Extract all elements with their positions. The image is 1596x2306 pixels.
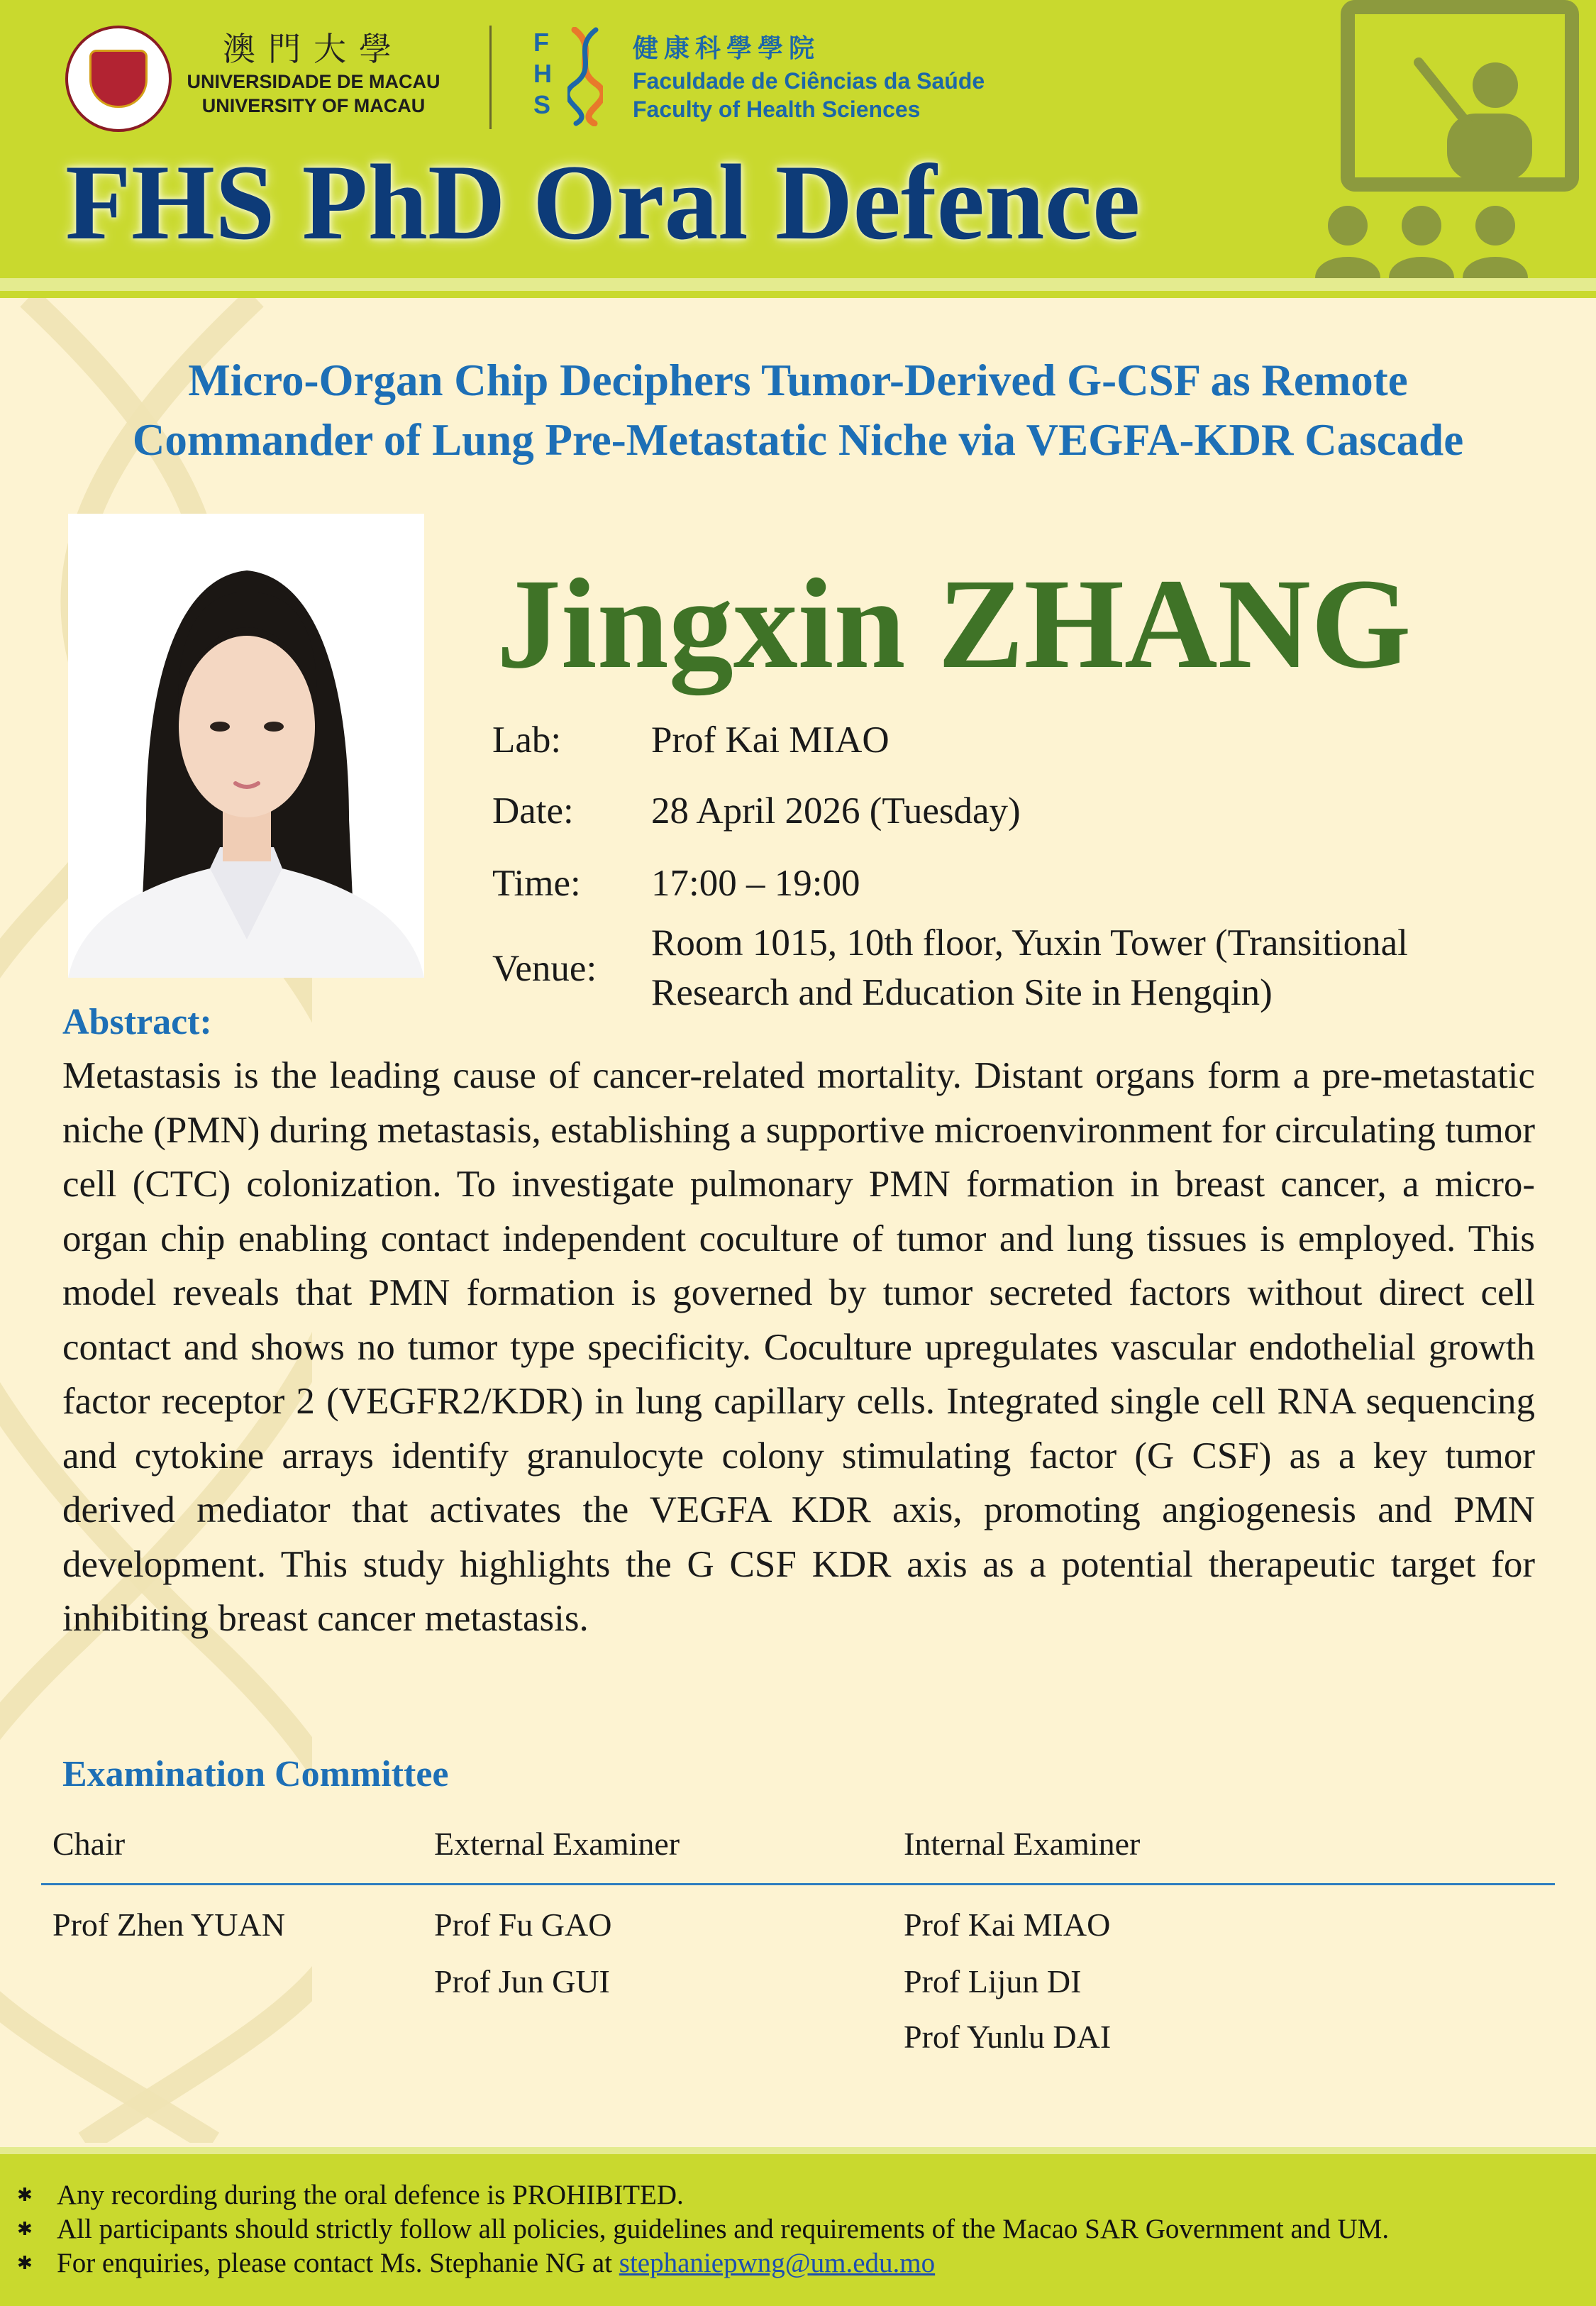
- fhs-letter-f: F: [533, 28, 549, 57]
- footer-note-text: All participants should strictly follow all policies, guidelines and requirements of the Macao SAR Government and UM.: [57, 2214, 1390, 2244]
- committee-member: Prof Jun GUI: [434, 1963, 610, 1999]
- dna-helix-icon: [567, 27, 603, 126]
- um-name-pt: UNIVERSIDADE DE MACAU: [187, 71, 440, 92]
- footer-note-enquiries: [17, 2246, 935, 2280]
- abstract-text: Metastasis is the leading cause of cancer-related mortality. Distant organs form a pre-metastatic niche (PMN) during metastasis, establishing a supportive microenvironment for circulating tumor cell (CTC) colonization. To investigate pulmonary PMN formation in breast cancer, a micro-organ chip enabling contact independent coculture of tumor and lung tissues is employed. This model reveals that PMN formation is governed by tumor secreted factors without direct cell contact and shows no tumor type specificity. Coculture upregulates vascular endothelial growth factor receptor 2 (VEGFR2/KDR) in lung capillary cells. Integrated single cell RNA sequencing and cytokine arrays identify granulocyte colony stimulating factor (G CSF) as a key tumor derived mediator that activates the VEGFA KDR axis, promoting angiogenesis and PMN development. This study highlights the G CSF KDR axis as a potential therapeutic target for inhibiting breast cancer metastasis.: [62, 1055, 1535, 1639]
- bullet-icon: ✱: [17, 2185, 33, 2206]
- um-name-block: [186, 28, 441, 118]
- thesis-title-line-2: Commander of Lung Pre-Metastatic Niche via VEGFA-KDR Cascade: [132, 415, 1464, 465]
- time-label: Time:: [492, 863, 581, 904]
- committee-member: Prof Kai MIAO: [904, 1907, 1111, 1943]
- venue-value-line-2: Research and Education Site in Hengqin): [651, 972, 1273, 1013]
- date-value: 28 April 2026 (Tuesday): [651, 790, 1021, 832]
- committee-heading: Examination Committee: [62, 1754, 449, 1794]
- fhs-name-en: Faculty of Health Sciences: [633, 96, 921, 122]
- university-of-macau-crest-icon: [65, 26, 172, 132]
- committee-column-chair: Chair: [52, 1826, 126, 1862]
- lab-value: Prof Kai MIAO: [651, 719, 890, 761]
- bullet-icon: ✱: [17, 2253, 33, 2274]
- student-portrait-photo: [68, 514, 424, 978]
- committee-member: Prof Lijun DI: [904, 1963, 1082, 1999]
- header-stripe: [0, 278, 1596, 291]
- header-stripe-bottom: [0, 291, 1596, 298]
- committee-member: Prof Zhen YUAN: [52, 1907, 285, 1943]
- fhs-name-zh: 健康科學學院: [633, 34, 821, 63]
- fhs-logo: [533, 27, 611, 126]
- footer-banner: [0, 2154, 1596, 2306]
- footer-enquiry-text: For enquiries, please contact Ms. Stephanie NG at: [57, 2248, 619, 2278]
- fhs-name-pt: Faculdade de Ciências da Saúde: [633, 68, 985, 94]
- committee-column-external: External Examiner: [434, 1826, 680, 1862]
- committee-column-internal: Internal Examiner: [904, 1826, 1141, 1862]
- student-name: Jingxin ZHANG: [497, 553, 1412, 695]
- header-banner: [0, 0, 1596, 278]
- venue-value-line-1: Room 1015, 10th floor, Yuxin Tower (Transitional: [651, 922, 1408, 964]
- footer-stripe: [0, 2147, 1596, 2154]
- bullet-icon: ✱: [17, 2219, 33, 2240]
- page-title: FHS PhD Oral Defence: [65, 143, 1141, 262]
- lab-label: Lab:: [492, 719, 562, 761]
- committee-member: Prof Fu GAO: [434, 1907, 612, 1943]
- um-name-zh: 澳門大學: [223, 30, 404, 68]
- logo-divider: [489, 26, 492, 129]
- presenter-classroom-icon: [1305, 0, 1596, 278]
- contact-email-link[interactable]: stephaniepwng@um.edu.mo: [619, 2248, 936, 2278]
- footer-note-recording: [17, 2178, 684, 2212]
- thesis-title-line-1: Micro-Organ Chip Deciphers Tumor-Derived G-CSF as Remote: [188, 355, 1408, 405]
- abstract-heading: Abstract:: [62, 1002, 212, 1042]
- footer-note-text: Any recording during the oral defence is PROHIBITED.: [57, 2180, 684, 2210]
- footer-note-policies: [17, 2212, 1389, 2246]
- um-name-en: UNIVERSITY OF MACAU: [201, 95, 426, 116]
- committee-divider: [41, 1883, 1555, 1885]
- committee-member: Prof Yunlu DAI: [904, 2019, 1112, 2055]
- time-value: 17:00 – 19:00: [651, 863, 860, 904]
- venue-label: Venue:: [492, 948, 597, 989]
- thesis-title: [21, 351, 1575, 470]
- fhs-name-block: [633, 31, 985, 123]
- date-label: Date:: [492, 790, 574, 832]
- fhs-letter-h: H: [533, 59, 552, 88]
- fhs-letter-s: S: [533, 90, 551, 119]
